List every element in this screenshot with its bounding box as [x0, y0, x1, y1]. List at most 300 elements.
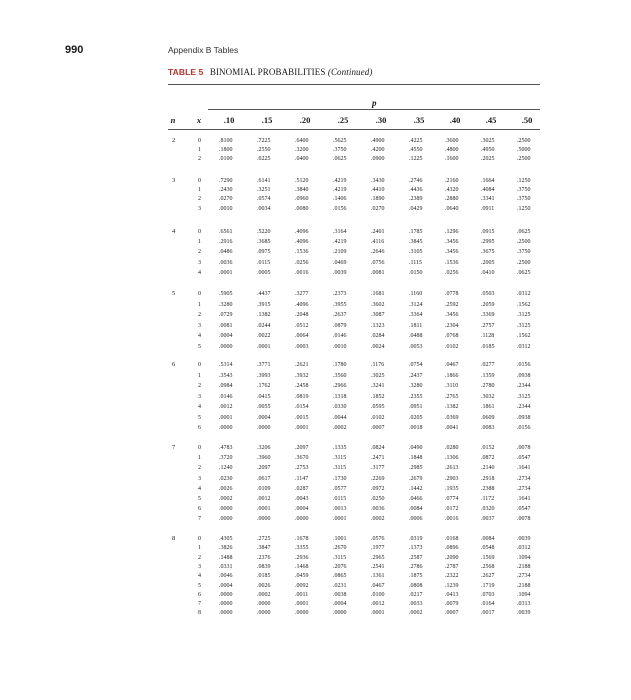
- table-cell: .2966: [333, 383, 347, 389]
- table-cell: .0960: [295, 196, 309, 203]
- table-cell: .0000: [257, 601, 271, 608]
- table-cell: .2401: [371, 229, 385, 235]
- table-cell: .1128: [481, 333, 495, 339]
- table-cell: .0640: [445, 205, 459, 212]
- table-cell: .2140: [481, 465, 495, 472]
- table-cell: .2344: [517, 404, 531, 410]
- table-cell: .3670: [295, 455, 309, 462]
- table-cell: .0459: [295, 573, 309, 580]
- table-cell: .2376: [257, 554, 271, 561]
- table-cell: .0865: [333, 573, 347, 580]
- table-cell: .1890: [371, 196, 385, 203]
- table-cell: .0900: [371, 156, 385, 163]
- table-cell: .0078: [517, 516, 531, 523]
- table-cell: .2734: [517, 475, 531, 482]
- table-caption: [168, 67, 372, 77]
- table-cell: .2753: [295, 465, 309, 472]
- row-x-label: 2: [198, 383, 201, 389]
- table-cell: .0036: [371, 506, 385, 513]
- table-cell: .0330: [333, 404, 347, 410]
- table-cell: .4305: [219, 536, 233, 542]
- table-cell: .0466: [409, 496, 423, 502]
- row-x-label: 0: [198, 362, 201, 368]
- table-cell: .0001: [295, 425, 309, 431]
- table-cell: .2389: [409, 196, 423, 203]
- table-cell: .1678: [295, 536, 309, 542]
- p-header-15: .15: [261, 115, 273, 125]
- block-n-label: 3: [172, 177, 176, 184]
- table-cell: .1468: [295, 563, 309, 570]
- table-cell: .0703: [481, 591, 495, 598]
- table-cell: .4219: [333, 178, 347, 184]
- table-cell: .2746: [409, 178, 423, 184]
- table-cell: .2995: [481, 239, 495, 246]
- table-cell: .0000: [257, 425, 271, 431]
- table-cell: .0000: [219, 610, 233, 617]
- table-cell: .0012: [257, 496, 271, 502]
- table-cell: .0001: [219, 269, 233, 276]
- row-x-label: 6: [198, 506, 201, 513]
- table-cell: .0984: [219, 383, 233, 389]
- table-cell: .3032: [481, 393, 495, 400]
- row-x-label: 0: [198, 445, 201, 451]
- row-x-label: 1: [198, 301, 201, 308]
- table-cell: .0007: [445, 610, 459, 617]
- table-cell: .0080: [295, 205, 309, 212]
- table-cell: .1861: [481, 404, 495, 410]
- table-cell: .0729: [219, 312, 233, 318]
- table-cell: .1664: [481, 178, 495, 184]
- table-cell: .0002: [257, 591, 271, 598]
- table-cell: .0547: [517, 506, 531, 513]
- table-cell: .0872: [481, 455, 495, 462]
- table-cell: .1094: [517, 554, 531, 561]
- table-cell: .4410: [371, 187, 385, 194]
- table-cell: .0003: [295, 343, 309, 350]
- table-cell: .3087: [371, 312, 385, 318]
- table-cell: .2679: [409, 475, 423, 482]
- table-cell: .2097: [257, 465, 271, 472]
- table-cell: .0013: [333, 506, 347, 513]
- table-cell: .3685: [257, 239, 271, 246]
- table-cell: .0824: [371, 445, 385, 451]
- table-cell: .3932: [295, 372, 309, 379]
- table-cell: .2787: [445, 563, 459, 570]
- table-cell: .0037: [481, 516, 495, 523]
- table-cell: .2048: [295, 312, 309, 318]
- table-cell: .5314: [219, 362, 233, 368]
- table-cell: .2188: [517, 563, 531, 570]
- table-cell: .1373: [409, 545, 423, 552]
- block-n-label: 4: [172, 228, 176, 235]
- table-cell: .0012: [371, 601, 385, 608]
- table-cell: .1176: [371, 362, 385, 368]
- page-number: 990: [65, 44, 84, 56]
- table-cell: .1172: [481, 496, 495, 502]
- table-cell: .4783: [219, 445, 233, 451]
- table-cell: .0017: [481, 610, 495, 617]
- table-cell: .4320: [445, 187, 459, 194]
- table-cell: .0185: [257, 573, 271, 580]
- table-cell: .2734: [517, 573, 531, 580]
- table-cell: .3993: [257, 372, 271, 379]
- table-cell: .2500: [517, 138, 531, 144]
- table-cell: .0033: [409, 601, 423, 608]
- table-cell: .6400: [295, 138, 309, 144]
- table-cell: .0938: [517, 372, 531, 379]
- table-cell: .2627: [481, 573, 495, 580]
- table-cell: .0774: [445, 496, 459, 502]
- table-cell: .0548: [481, 545, 495, 552]
- p-header-40: .40: [449, 115, 461, 125]
- row-x-label: 2: [198, 249, 201, 256]
- table-cell: .0064: [295, 333, 309, 339]
- table-cell: .3280: [409, 383, 423, 389]
- table-cell: .0156: [517, 362, 531, 368]
- table-cell: .0609: [481, 414, 495, 421]
- table-cell: .0081: [371, 269, 385, 276]
- table-cell: .0975: [257, 249, 271, 256]
- table-cell: .0410: [481, 269, 495, 276]
- table-cell: .1762: [257, 383, 271, 389]
- table-cell: .1115: [409, 259, 423, 266]
- table-cell: .5220: [257, 229, 271, 235]
- table-cell: .2637: [333, 312, 347, 318]
- table-cell: .0115: [333, 496, 347, 502]
- row-x-label: 0: [198, 536, 201, 542]
- table-cell: .0185: [481, 343, 495, 350]
- table-cell: .1641: [517, 496, 531, 502]
- table-cell: .3355: [295, 545, 309, 552]
- table-cell: .0256: [445, 269, 459, 276]
- table-cell: .0026: [219, 485, 233, 492]
- table-cell: .0000: [295, 610, 309, 617]
- table-cell: .0172: [445, 506, 459, 513]
- table-cell: .2304: [445, 322, 459, 329]
- table-cell: .0152: [481, 445, 495, 451]
- table-cell: .0154: [295, 404, 309, 410]
- table-cell: .0490: [409, 445, 423, 451]
- row-x-label: 4: [198, 485, 201, 492]
- table-cell: .4116: [371, 239, 385, 246]
- table-cell: .0277: [481, 362, 495, 368]
- row-x-label: 0: [198, 229, 201, 235]
- table-cell: .0819: [295, 393, 309, 400]
- table-cell: .4950: [481, 147, 495, 154]
- table-cell: .1562: [517, 333, 531, 339]
- table-cell: .0024: [371, 343, 385, 350]
- table-cell: .7290: [219, 178, 233, 184]
- table-cell: .1147: [295, 475, 309, 482]
- table-cell: .3955: [333, 301, 347, 308]
- table-cell: .3600: [445, 138, 459, 144]
- p-header-35: .35: [413, 115, 425, 125]
- table-cell: .1875: [409, 573, 423, 580]
- table-cell: .0002: [371, 516, 385, 523]
- table-cell: .1730: [333, 475, 347, 482]
- row-x-label: 8: [198, 610, 201, 617]
- table-cell: .0168: [445, 536, 459, 542]
- table-cell: .3456: [445, 239, 459, 246]
- table-cell: .2965: [371, 554, 385, 561]
- table-cell: .0250: [371, 496, 385, 502]
- table-cell: .0055: [257, 404, 271, 410]
- row-x-label: 2: [198, 312, 201, 318]
- table-cell: .0001: [333, 516, 347, 523]
- table-cell: .3200: [295, 147, 309, 154]
- block-n-label: 6: [172, 361, 176, 368]
- table-cell: .1569: [481, 554, 495, 561]
- table-cell: .2005: [481, 259, 495, 266]
- table-cell: .0429: [409, 205, 423, 212]
- table-cell: .4437: [257, 291, 271, 297]
- row-x-label: 1: [198, 147, 201, 154]
- table-cell: .2437: [409, 372, 423, 379]
- table-cell: .3341: [481, 196, 495, 203]
- table-cell: .3125: [517, 322, 531, 329]
- table-cell: .7225: [257, 138, 271, 144]
- table-cell: .1382: [257, 312, 271, 318]
- table-cell: .1442: [409, 485, 423, 492]
- table-cell: .2025: [481, 156, 495, 163]
- row-x-label: 3: [198, 205, 201, 212]
- table-cell: .3115: [333, 465, 347, 472]
- table-cell: .0015: [295, 414, 309, 421]
- table-cell: .0156: [517, 425, 531, 431]
- p-header-10: .10: [223, 115, 235, 125]
- table-cell: .1306: [445, 455, 459, 462]
- table-cell: .0018: [409, 425, 423, 431]
- table-cell: .2765: [445, 393, 459, 400]
- table-cell: .0000: [295, 516, 309, 523]
- row-x-label: 1: [198, 187, 201, 194]
- table-cell: .2076: [333, 563, 347, 570]
- table-cell: .0010: [219, 205, 233, 212]
- table-cell: .0574: [257, 196, 271, 203]
- p-header-30: .30: [375, 115, 387, 125]
- table-cell: .2568: [481, 563, 495, 570]
- row-x-label: 4: [198, 573, 201, 580]
- table-cell: .0039: [333, 269, 347, 276]
- table-cell: .3125: [517, 312, 531, 318]
- table-cell: .3960: [257, 455, 271, 462]
- table-cell: .0004: [219, 333, 233, 339]
- table-cell: .0413: [445, 591, 459, 598]
- row-x-label: 5: [198, 343, 201, 350]
- table-cell: .4096: [295, 229, 309, 235]
- table-cell: .0150: [409, 269, 423, 276]
- row-x-label: 3: [198, 322, 201, 329]
- row-x-label: 3: [198, 393, 201, 400]
- table-cell: .0001: [257, 343, 271, 350]
- table-cell: .1641: [517, 465, 531, 472]
- table-cell: .0754: [409, 362, 423, 368]
- table-cell: .3206: [257, 445, 271, 451]
- table-label: TABLE 5: [168, 67, 204, 77]
- table-cell: .1848: [409, 455, 423, 462]
- table-cell: .0011: [295, 591, 309, 598]
- table-cell: .0230: [219, 475, 233, 482]
- table-cell: .6561: [219, 229, 233, 235]
- table-cell: .2269: [371, 475, 385, 482]
- row-x-label: 2: [198, 554, 201, 561]
- table-cell: .0146: [219, 393, 233, 400]
- table-cell: .3750: [333, 147, 347, 154]
- table-cell: .0915: [481, 229, 495, 235]
- table-cell: .3364: [409, 312, 423, 318]
- table-cell: .3124: [409, 301, 423, 308]
- table-cell: .0778: [445, 291, 459, 297]
- table-cell: .2188: [517, 582, 531, 589]
- table-cell: .2780: [481, 383, 495, 389]
- block-n-label: 7: [172, 444, 176, 451]
- table-cell: .1382: [445, 404, 459, 410]
- row-x-label: 3: [198, 563, 201, 570]
- table-cell: .1323: [371, 322, 385, 329]
- table-cell: .3105: [409, 249, 423, 256]
- table-cell: .2734: [517, 485, 531, 492]
- table-cell: .5905: [219, 291, 233, 297]
- table-cell: .0005: [257, 269, 271, 276]
- table-cell: .0078: [517, 445, 531, 451]
- block-n-label: 2: [172, 137, 176, 144]
- table-cell: .1536: [445, 259, 459, 266]
- table-cell: .0625: [333, 156, 347, 163]
- table-cell: .0004: [219, 582, 233, 589]
- table-cell: .1335: [333, 445, 347, 451]
- table-cell: .0146: [333, 333, 347, 339]
- table-cell: .0467: [371, 582, 385, 589]
- table-cell: .0109: [257, 485, 271, 492]
- table-cell: .2670: [333, 545, 347, 552]
- table-cell: .0415: [257, 393, 271, 400]
- table-cell: .0004: [333, 601, 347, 608]
- row-x-label: 1: [198, 372, 201, 379]
- table-cell: .3847: [257, 545, 271, 552]
- table-cell: .3251: [257, 187, 271, 194]
- table-cell: .3771: [257, 362, 271, 368]
- table-cell: .0839: [257, 563, 271, 570]
- table-cell: .3025: [481, 138, 495, 144]
- table-cell: .0004: [257, 414, 271, 421]
- table-cell: .0488: [409, 333, 423, 339]
- row-x-label: 1: [198, 455, 201, 462]
- table-cell: .0225: [257, 156, 271, 163]
- running-head: Appendix B Tables: [168, 45, 239, 55]
- table-cell: .1488: [219, 554, 233, 561]
- p-header-45: .45: [485, 115, 497, 125]
- table-cell: .0022: [257, 333, 271, 339]
- row-x-label: 3: [198, 475, 201, 482]
- table-cell: .1160: [409, 291, 423, 297]
- table-cell: .1785: [409, 229, 423, 235]
- table-cell: .3241: [371, 383, 385, 389]
- table-cell: .0312: [517, 291, 531, 297]
- p-underline: [208, 109, 540, 110]
- table-cell: .2621: [295, 362, 309, 368]
- table-cell: .5000: [517, 147, 531, 154]
- row-x-label: 0: [198, 138, 201, 144]
- table-cell: .1359: [481, 372, 495, 379]
- table-cell: .0595: [371, 404, 385, 410]
- table-cell: .2936: [295, 554, 309, 561]
- table-cell: .1536: [295, 249, 309, 256]
- table-cell: .4084: [481, 187, 495, 194]
- table-cell: .4225: [409, 138, 423, 144]
- table-cell: .2985: [409, 465, 423, 472]
- row-x-label: 2: [198, 465, 201, 472]
- table-cell: .1811: [409, 322, 423, 329]
- table-cell: .1094: [517, 591, 531, 598]
- table-cell: .1852: [371, 393, 385, 400]
- table-cell: .1977: [371, 545, 385, 552]
- table-cell: .0046: [219, 573, 233, 580]
- table-cell: .1935: [445, 485, 459, 492]
- table-cell: .0041: [445, 425, 459, 431]
- table-cell: .1406: [333, 196, 347, 203]
- table-cell: .1780: [333, 362, 347, 368]
- table-cell: .3750: [517, 196, 531, 203]
- table-cell: .0000: [219, 425, 233, 431]
- table-cell: .0284: [371, 333, 385, 339]
- table-cell: .1866: [445, 372, 459, 379]
- table-cell: .0026: [257, 582, 271, 589]
- table-cell: .4219: [333, 187, 347, 194]
- table-cell: .0092: [295, 582, 309, 589]
- table-cell: .0083: [481, 425, 495, 431]
- table-cell: .0016: [295, 269, 309, 276]
- table-cell: .0217: [409, 591, 423, 598]
- table-cell: .0084: [409, 506, 423, 513]
- row-x-label: 4: [198, 404, 201, 410]
- table-cell: .0000: [219, 506, 233, 513]
- table-cell: .1800: [219, 147, 233, 154]
- table-cell: .0010: [333, 343, 347, 350]
- table-cell: .0164: [481, 601, 495, 608]
- table-cell: .2880: [445, 196, 459, 203]
- table-cell: .0001: [295, 601, 309, 608]
- table-cell: .0000: [257, 516, 271, 523]
- table-cell: .3750: [517, 187, 531, 194]
- table-cell: .1318: [333, 393, 347, 400]
- table-cell: .4900: [371, 138, 385, 144]
- table-cell: .3125: [517, 393, 531, 400]
- table-cell: .5120: [295, 178, 309, 184]
- table-cell: .3430: [371, 178, 385, 184]
- table-cell: .0625: [517, 269, 531, 276]
- column-header-n: n: [170, 115, 176, 125]
- table-cell: .0331: [219, 563, 233, 570]
- table-cell: .5625: [333, 138, 347, 144]
- table-cell: .0102: [445, 343, 459, 350]
- table-cell: .2059: [481, 301, 495, 308]
- row-x-label: 7: [198, 516, 201, 523]
- table-cell: .3915: [257, 301, 271, 308]
- table-cell: .2471: [371, 455, 385, 462]
- table-cell: .0938: [517, 414, 531, 421]
- table-cell: .0043: [295, 496, 309, 502]
- table-cell: .1600: [445, 156, 459, 163]
- table-cell: .0951: [409, 404, 423, 410]
- table-cell: .2646: [371, 249, 385, 256]
- p-header-20: .20: [299, 115, 311, 125]
- table-cell: .3369: [481, 312, 495, 318]
- table-cell: .2918: [481, 475, 495, 482]
- table-cell: .2541: [371, 563, 385, 570]
- table-cell: .4436: [409, 187, 423, 194]
- table-cell: .2109: [333, 249, 347, 256]
- table-cell: .0007: [371, 425, 385, 431]
